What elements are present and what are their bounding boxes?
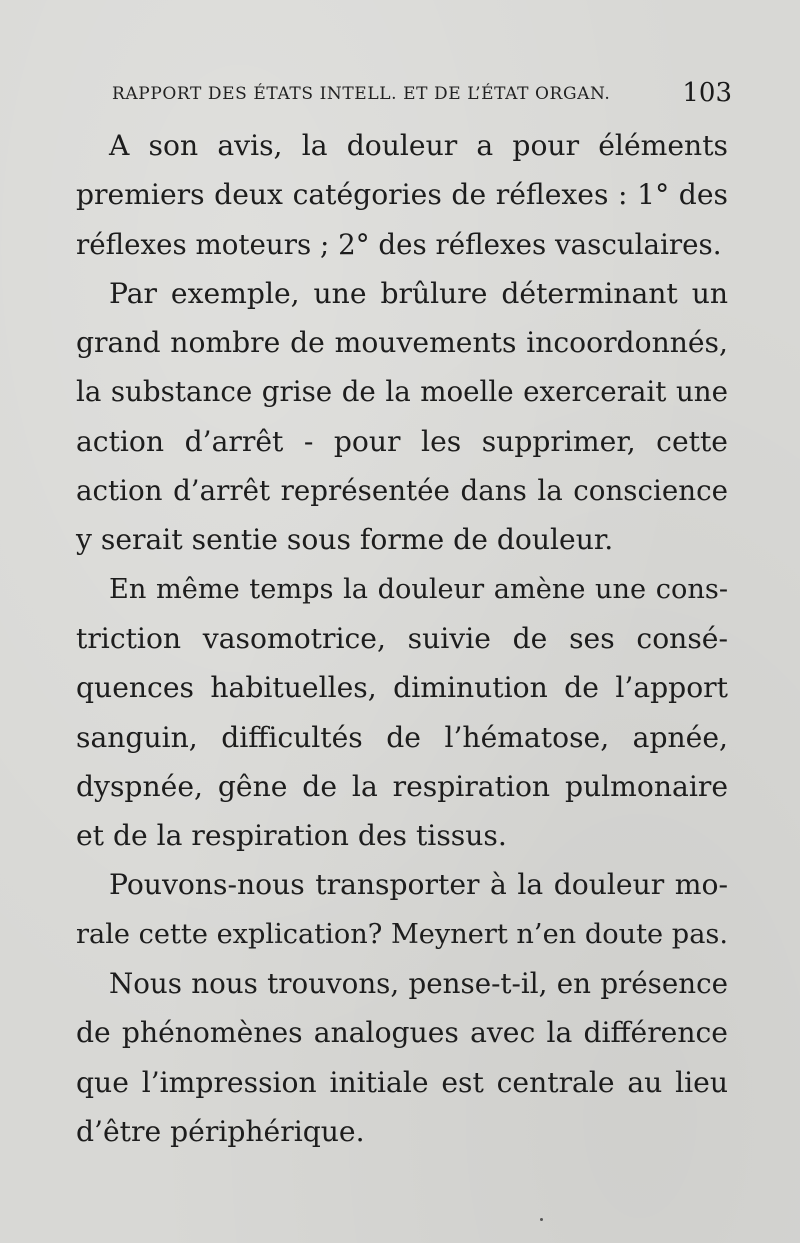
text-line: triction vasomotrice, suivie de ses consé- bbox=[76, 621, 728, 655]
text-line: Par exemple, une brûlure déterminant un bbox=[109, 276, 728, 310]
text-line: que l’impression initiale est centrale au lieu bbox=[76, 1065, 728, 1099]
text-line: sanguin, difficultés de l’hématose, apnée, bbox=[76, 720, 728, 754]
text-line: action d’arrêt - pour les supprimer, cette bbox=[76, 424, 728, 458]
text-line: quences habituelles, diminution de l’apport bbox=[76, 671, 728, 705]
text-line: réflexes moteurs ; 2° des réflexes vasculaires. bbox=[76, 227, 722, 261]
text-line: grand nombre de mouvements incoordonnés, bbox=[76, 326, 728, 360]
text-line: A son avis, la douleur a pour éléments bbox=[109, 129, 728, 162]
text-line: la substance grise de la moelle exercerait une bbox=[76, 375, 728, 409]
text-line: En même temps la douleur amène une cons- bbox=[109, 573, 728, 605]
text-line: de phénomènes analogues avec la différence bbox=[76, 1016, 728, 1050]
text-line: action d’arrêt représentée dans la conscience bbox=[76, 474, 728, 508]
page-number: 103 bbox=[682, 78, 732, 108]
body-text bbox=[76, 121, 728, 1156]
text-line: dyspnée, gêne de la respiration pulmonaire bbox=[76, 769, 728, 803]
running-head bbox=[112, 78, 732, 108]
text-line: rale cette explication? Meynert n’en doute pas. bbox=[76, 918, 728, 950]
text-line: d’être périphérique. bbox=[76, 1114, 365, 1148]
running-title: RAPPORT DES ÉTATS INTELL. ET DE L’ÉTAT ORGAN. bbox=[112, 84, 611, 104]
text-line: y serait sentie sous forme de douleur. bbox=[76, 523, 614, 557]
text-line: Nous nous trouvons, pense-t-il, en présence bbox=[109, 967, 728, 1001]
text-line: Pouvons-nous transporter à la douleur mo- bbox=[109, 868, 728, 902]
text-line: premiers deux catégories de réflexes : 1° des bbox=[76, 178, 728, 212]
print-speck bbox=[540, 1218, 543, 1221]
text-line: et de la respiration des tissus. bbox=[76, 819, 507, 853]
